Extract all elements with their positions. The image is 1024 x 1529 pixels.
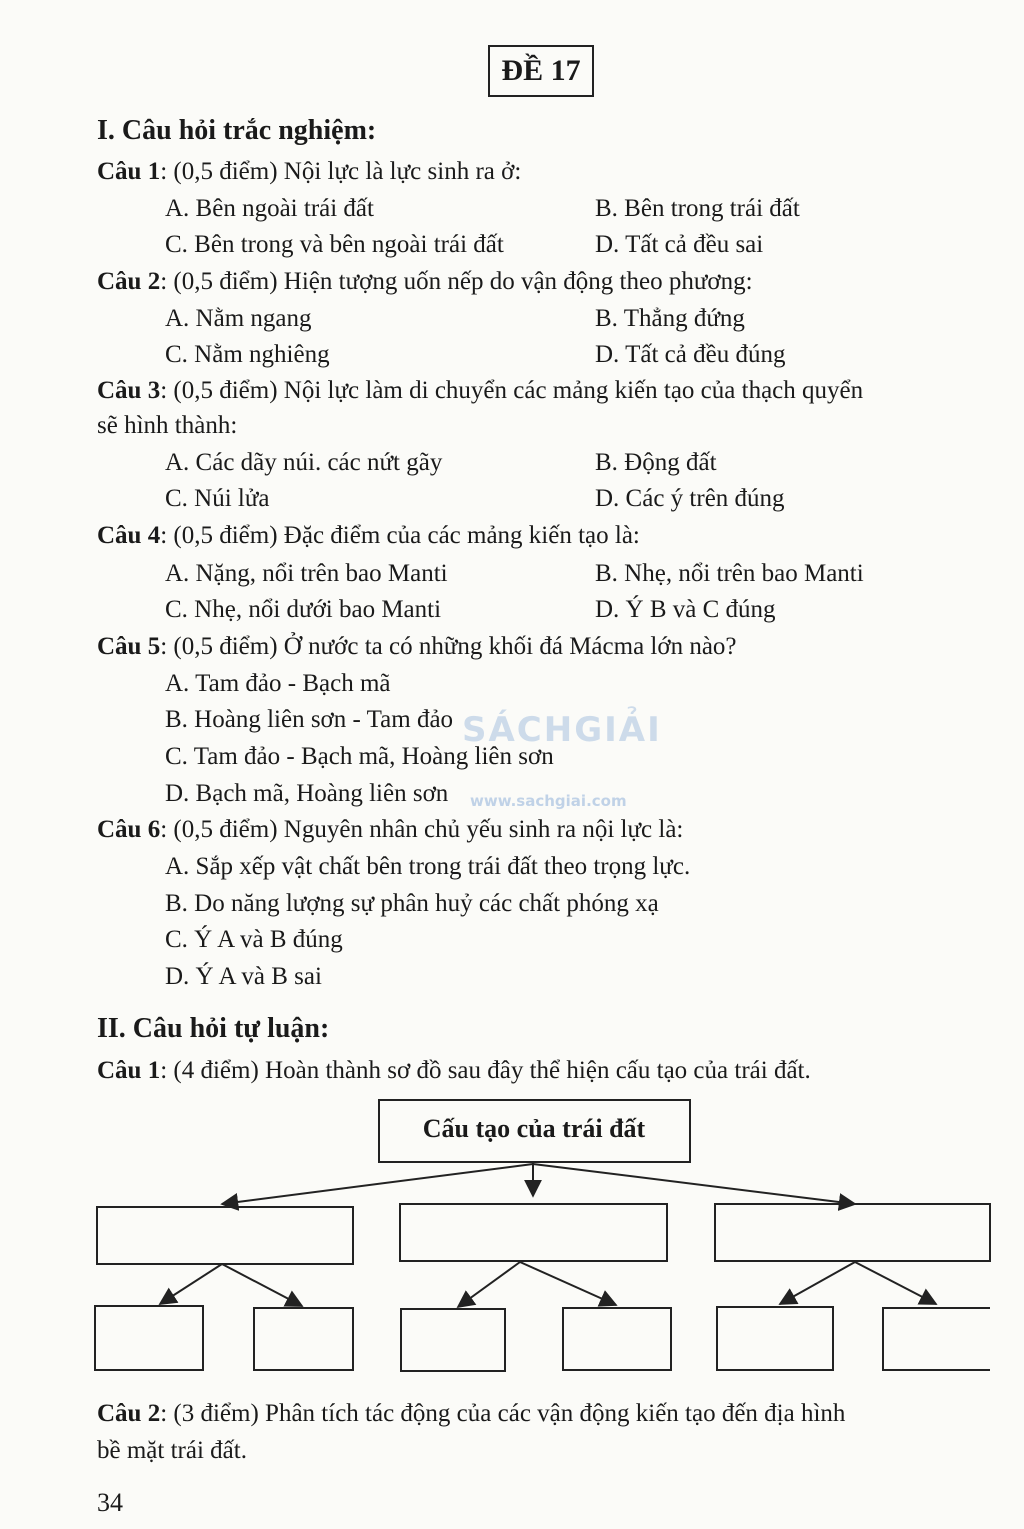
q4-option-d: D. Ý B và C đúng: [595, 596, 776, 623]
q3-option-b: B. Động đất: [595, 449, 717, 476]
question-3-continued: sẽ hình thành:: [97, 412, 238, 439]
diagram-sub-box-1: [95, 1306, 203, 1370]
q2-option-b: B. Thẳng đứng: [595, 305, 745, 332]
q5-option-c: C. Tam đảo - Bạch mã, Hoàng liên sơn: [165, 743, 554, 770]
page-number: 34: [97, 1488, 123, 1517]
q1-option-c: C. Bên trong và bên ngoài trái đất: [165, 231, 504, 258]
essay-question-1: Câu 1: (4 điểm) Hoàn thành sơ đồ sau đây thể hiện cấu tạo của trái đất.: [97, 1057, 811, 1084]
diagram-layer-box-1: [97, 1207, 353, 1264]
q6-option-b: B. Do năng lượng sự phân huỷ các chất phóng xạ: [165, 890, 659, 917]
question-1: Câu 1: (0,5 điểm) Nội lực là lực sinh ra ở:: [97, 158, 522, 185]
question-2: Câu 2: (0,5 điểm) Hiện tượng uốn nếp do vận động theo phương:: [97, 268, 753, 295]
q3-option-a: A. Các dãy núi. các nứt gãy: [165, 449, 443, 476]
q5-option-d: D. Bạch mã, Hoàng liên sơn: [165, 780, 449, 807]
q6-option-c: C. Ý A và B đúng: [165, 926, 343, 953]
q1-option-d: D. Tất cả đều sai: [595, 231, 764, 258]
question-3: Câu 3: (0,5 điểm) Nội lực làm di chuyển các mảng kiến tạo của thạch quyển: [97, 377, 864, 404]
diagram-sub-box-3: [401, 1309, 505, 1371]
essay-question-2: Câu 2: (3 điểm) Phân tích tác động của các vận động kiến tạo đến địa hình: [97, 1400, 846, 1427]
q1-option-b: B. Bên trong trái đất: [595, 195, 800, 222]
diagram-layer-box-3: [715, 1204, 990, 1261]
watermark-url: www.sachgiai.com: [470, 792, 627, 810]
diagram-layer-box-2: [400, 1204, 667, 1261]
diagram-sub-box-6: [883, 1308, 990, 1370]
question-5: Câu 5: (0,5 điểm) Ở nước ta có những khối đá Mácma lớn nào?: [97, 633, 737, 660]
q3-option-c: C. Núi lửa: [165, 485, 270, 512]
q6-option-a: A. Sắp xếp vật chất bên trong trái đất theo trọng lực.: [165, 853, 691, 880]
question-6: Câu 6: (0,5 điểm) Nguyên nhân chủ yếu sinh ra nội lực là:: [97, 816, 684, 843]
essay-question-2-continued: bề mặt trái đất.: [97, 1437, 247, 1464]
q5-option-b: B. Hoàng liên sơn - Tam đảo: [165, 706, 454, 733]
earth-structure-diagram: [0, 1090, 1024, 1390]
watermark-logo: SÁCHGIẢI: [462, 710, 662, 750]
q3-option-d: D. Các ý trên đúng: [595, 485, 785, 512]
q2-option-a: A. Nằm ngang: [165, 305, 312, 332]
q6-option-d: D. Ý A và B sai: [165, 963, 322, 990]
q5-option-a: A. Tam đảo - Bạch mã: [165, 670, 391, 697]
diagram-sub-box-4: [563, 1308, 671, 1370]
diagram-sub-box-2: [254, 1308, 353, 1370]
exam-title: ĐỀ 17: [488, 45, 594, 97]
q1-option-a: A. Bên ngoài trái đất: [165, 195, 374, 222]
q4-option-a: A. Nặng, nổi trên bao Manti: [165, 560, 448, 587]
diagram-sub-box-5: [717, 1307, 833, 1370]
question-4: Câu 4: (0,5 điểm) Đặc điểm của các mảng kiến tạo là:: [97, 522, 640, 549]
q4-option-b: B. Nhẹ, nổi trên bao Manti: [595, 560, 864, 587]
diagram-root-label: Cấu tạo của trái đất: [422, 1114, 646, 1143]
q4-option-c: C. Nhẹ, nổi dưới bao Manti: [165, 596, 442, 623]
q2-option-d: D. Tất cả đều đúng: [595, 341, 786, 368]
section-2-heading: II. Câu hỏi tự luận:: [97, 1013, 330, 1044]
q2-option-c: C. Nằm nghiêng: [165, 341, 330, 368]
section-1-heading: I. Câu hỏi trắc nghiệm:: [97, 115, 377, 146]
